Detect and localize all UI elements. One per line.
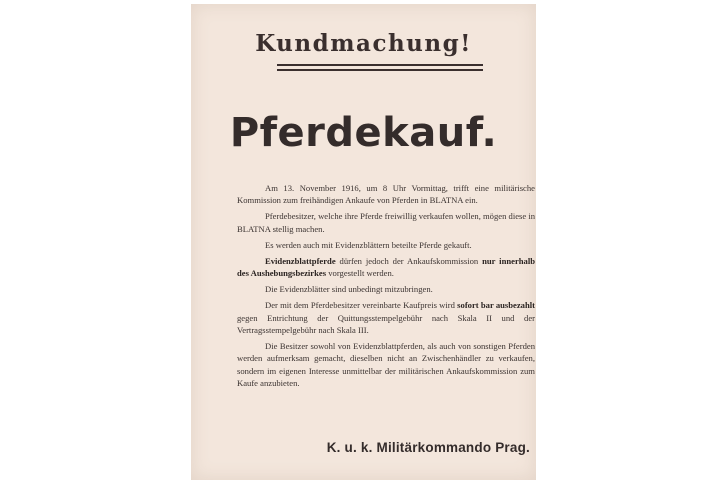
poster-title: Pferdekauf.: [229, 110, 498, 156]
paragraph-text: Am 13. November 1916, um 8 Uhr Vormittag, trifft eine militärische Kommission zum freihändigen Ankaufe von Pferden in BLATNA ein.: [237, 183, 535, 206]
paragraph-text: Pferdebesitzer, welche ihre Pferde freiwillig verkaufen wollen, mögen diese in BLATNA stellig machen.: [237, 211, 536, 234]
paragraph-text: Der mit dem Pferdebesitzer vereinbarte Kaufpreis wird: [265, 300, 458, 311]
paragraph-text: gegen Entrichtung der Quittungsstempelgebühr nach Skala II und der Vertragsstempelgebühr nach Skala III.: [237, 312, 535, 336]
body-paragraph: [237, 340, 535, 390]
body-paragraph: [237, 283, 535, 295]
poster-sheet: [191, 4, 536, 480]
body-paragraph: [237, 299, 535, 336]
heading-rule-lower: [277, 69, 483, 71]
heading-rule-upper: [277, 64, 483, 66]
paragraph-text: vorgestellt werden.: [326, 268, 394, 279]
poster-heading: Kundmachung!: [255, 30, 472, 57]
emphasized-text: sofort bar ausbezahlt: [457, 300, 535, 311]
emphasized-text: nur innerhalb des Aushebungsbezirkes: [237, 255, 536, 279]
body-paragraph: [237, 239, 535, 251]
body-paragraph: [237, 210, 535, 235]
body-paragraph: [237, 182, 535, 207]
paragraph-text: Die Evidenzblätter sind unbedingt mitzubringen.: [265, 284, 433, 295]
poster-body-text: [237, 182, 535, 393]
body-paragraph: [237, 255, 535, 280]
paragraph-text: dürfen jedoch der Ankaufskommission: [335, 255, 483, 266]
emphasized-text: Evidenzblattpferde: [265, 255, 336, 266]
poster-signature: K. u. k. Militärkommando Prag.: [326, 440, 530, 455]
paragraph-text: Die Besitzer sowohl von Evidenzblattpferden, als auch von sonstigen Pferden werden aufmerksam gemacht, dieselben nicht an Zwischenhändler zu verkaufen, sondern im eigenen Interesse unmittelbar der militärischen Ankaufskommission zum Kaufe anzubieten.: [237, 341, 535, 389]
paragraph-text: Es werden auch mit Evidenzblättern beteilte Pferde gekauft.: [265, 239, 472, 250]
